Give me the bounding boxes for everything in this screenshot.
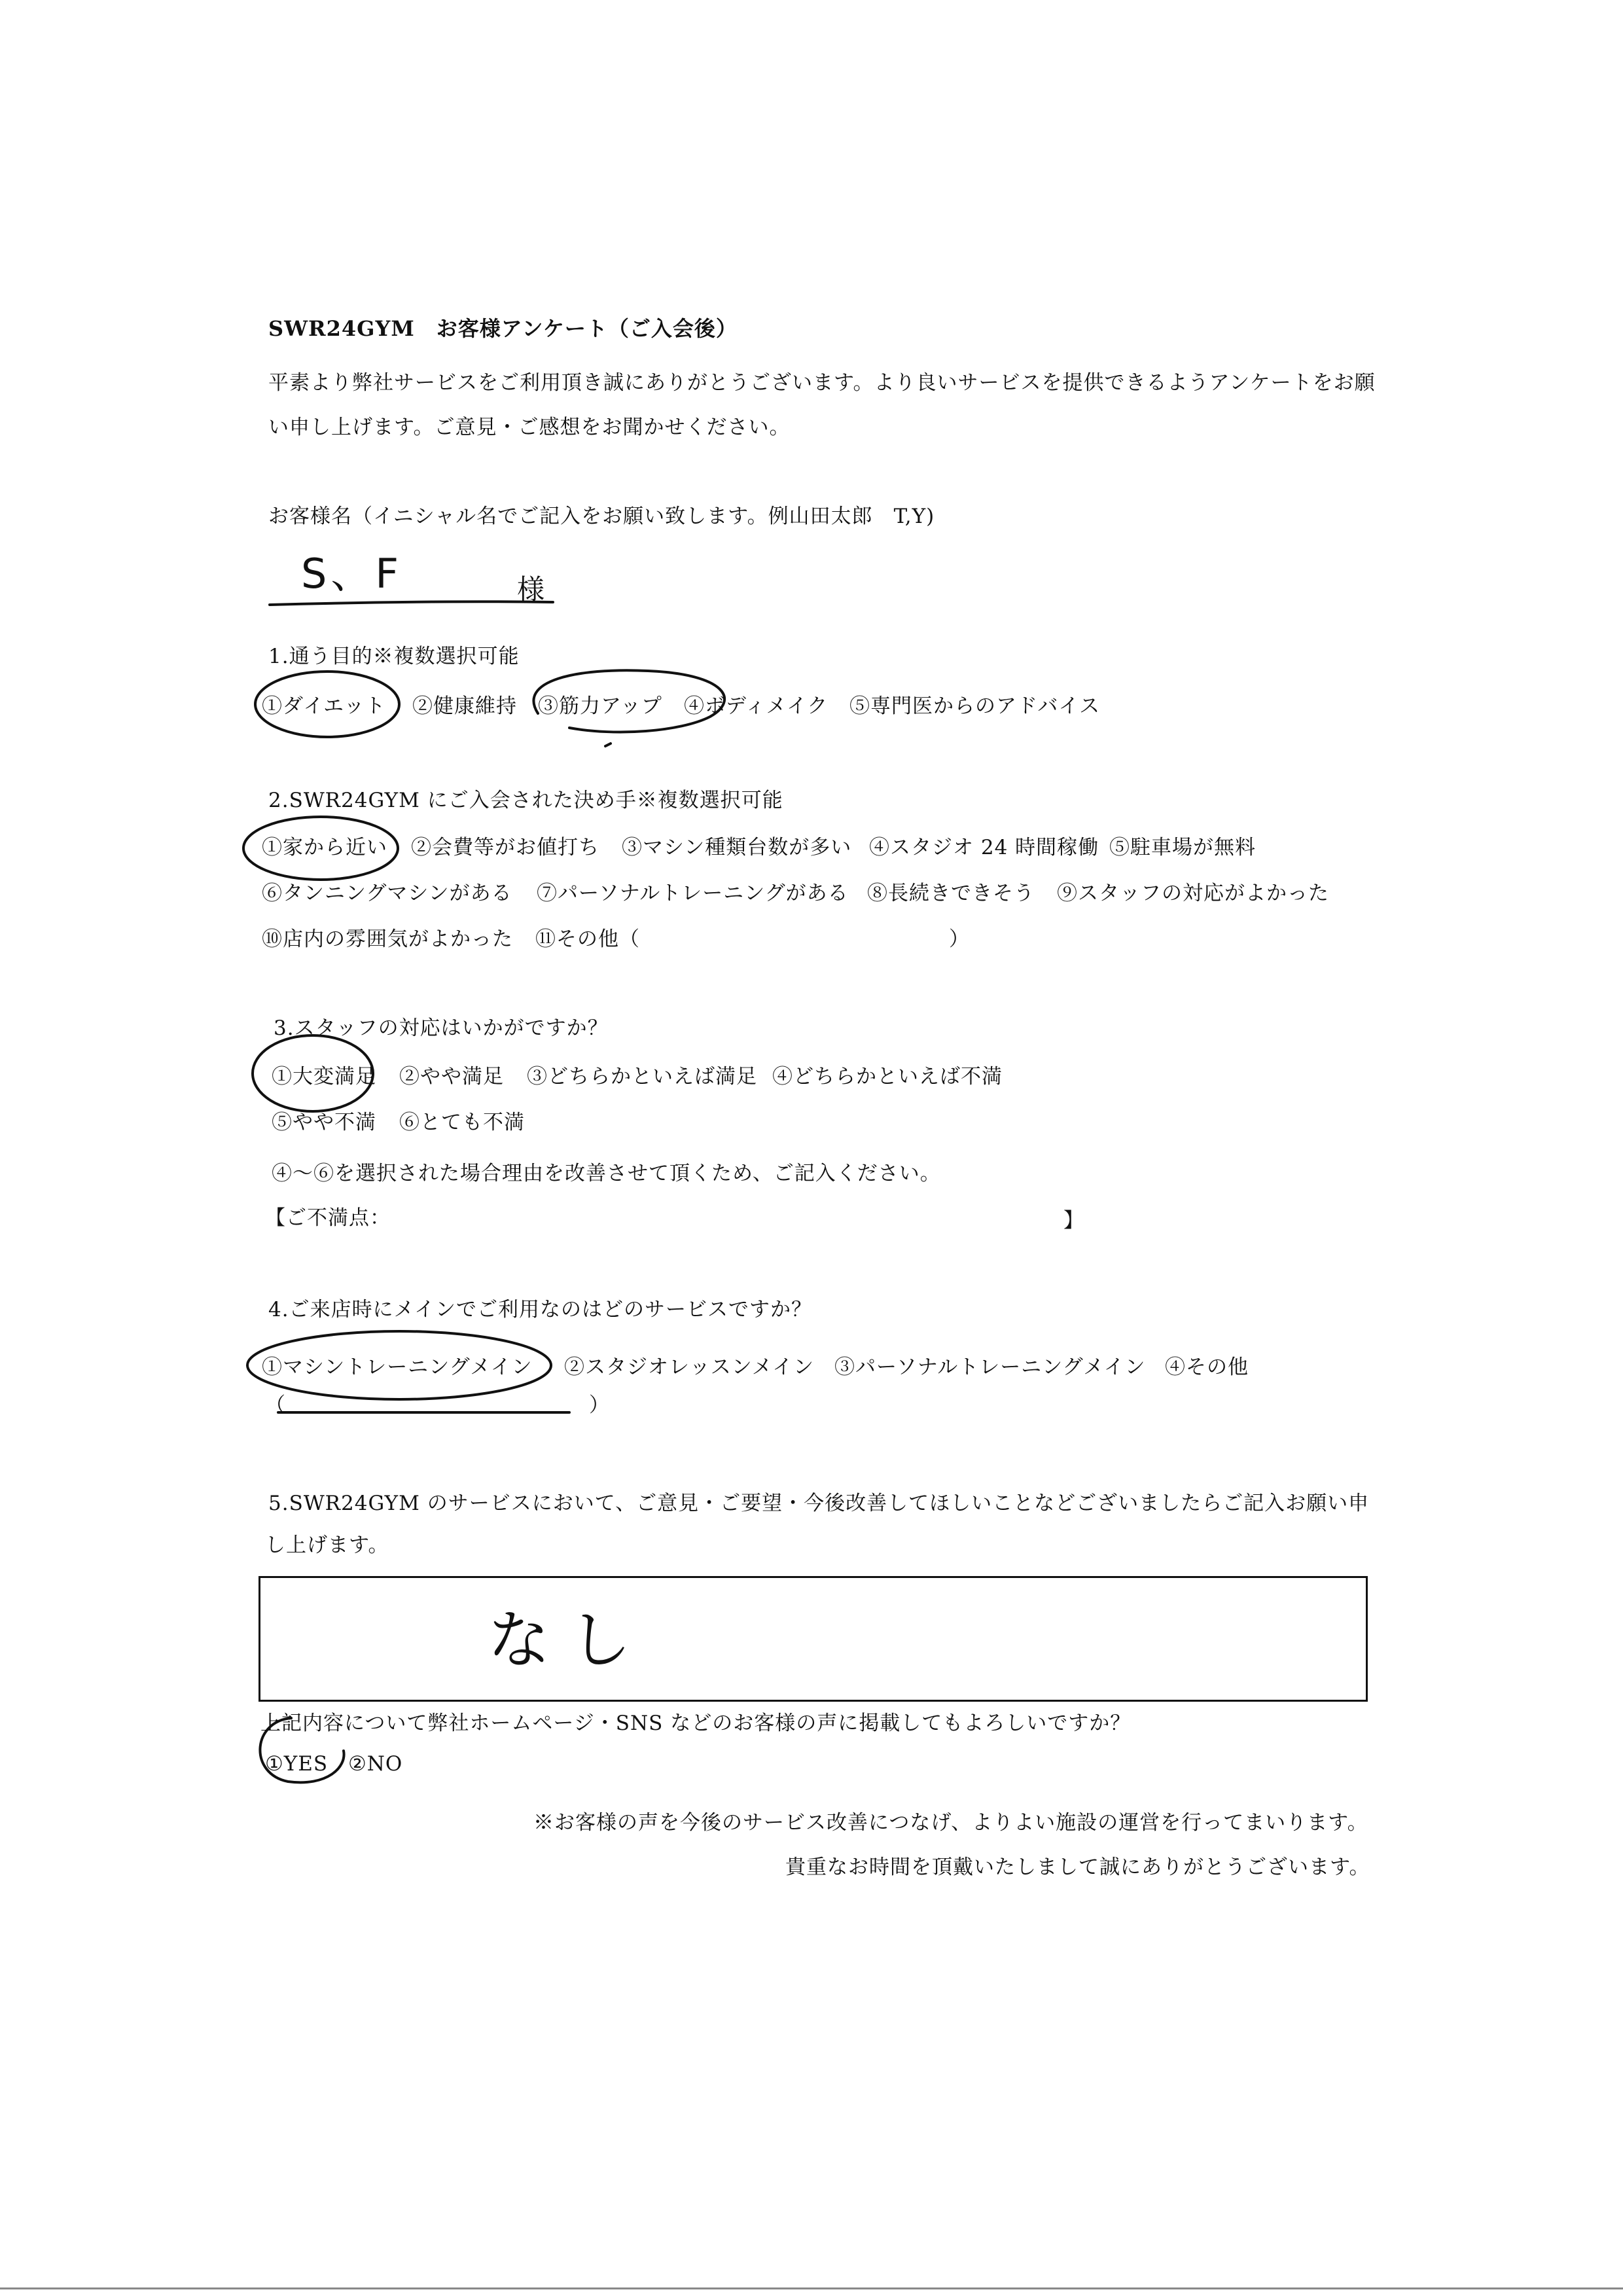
- name-handwritten: S、F: [301, 550, 403, 598]
- survey-title: SWR24GYM お客様アンケート（ご入会後）: [268, 316, 738, 341]
- q3-dissatisfaction-label: 【ご不満点：: [265, 1206, 391, 1230]
- tick-mark-q1: [605, 744, 611, 746]
- footer-line-2: 貴重なお時間を頂戴いたしまして誠にありがとうございます。: [785, 1856, 1370, 1879]
- q2-option-7[interactable]: ⑦パーソナルトレーニングがある: [537, 882, 849, 905]
- q5-question-line-2: し上げます。: [265, 1534, 389, 1557]
- intro-line-2: い申し上げます。ご意見・ご感想をお聞かせください。: [268, 416, 791, 439]
- q3-option-3[interactable]: ③どちらかといえば満足: [527, 1065, 757, 1088]
- q2-option-4[interactable]: ④スタジオ 24 時間稼働: [869, 836, 1099, 859]
- q1-option-2[interactable]: ②健康維持: [412, 694, 517, 718]
- name-label: お客様名（イニシャル名でご記入をお願い致します。例山田太郎 T,Y): [268, 505, 935, 528]
- q1-option-3[interactable]: ③筋力アップ: [538, 694, 662, 718]
- q1-option-5[interactable]: ⑤専門医からのアドバイス: [849, 694, 1101, 718]
- q1-option-1[interactable]: ①ダイエット: [262, 694, 386, 718]
- q2-option-11[interactable]: ⑪その他（: [535, 927, 640, 951]
- q1-question: 1.通う目的※複数選択可能: [268, 645, 520, 668]
- comment-box[interactable]: [259, 1576, 1368, 1702]
- q2-option-6[interactable]: ⑥タンニングマシンがある: [262, 882, 512, 905]
- name-suffix: 様: [517, 573, 546, 605]
- q2-option-1[interactable]: ①家から近い: [262, 836, 387, 859]
- q2-option-3[interactable]: ③マシン種類台数が多い: [622, 836, 852, 859]
- scan-edge-line: [0, 2287, 1623, 2289]
- q3-option-1[interactable]: ①大変満足: [272, 1065, 376, 1088]
- q2-option-5[interactable]: ⑤駐車場が無料: [1109, 836, 1256, 859]
- intro-line-1: 平素より弊社サービスをご利用頂き誠にありがとうございます。より良いサービスを提供できるようアンケートをお願: [268, 371, 1376, 395]
- q3-option-4[interactable]: ④どちらかといえば不満: [772, 1065, 1003, 1088]
- comment-handwritten: なし: [488, 1604, 650, 1677]
- q3-dissatisfaction-close: 】: [1063, 1209, 1084, 1232]
- q2-option-9[interactable]: ⑨スタッフの対応がよかった: [1057, 882, 1329, 905]
- q4-option-3[interactable]: ③パーソナルトレーニングメイン: [834, 1355, 1146, 1379]
- consent-yes[interactable]: ①YES: [265, 1752, 329, 1776]
- q2-option-2[interactable]: ②会費等がお値打ち: [411, 836, 599, 859]
- q3-note: ④～⑥を選択された場合理由を改善させて頂くため、ご記入ください。: [272, 1162, 941, 1185]
- q4-option-1[interactable]: ①マシントレーニングメイン: [262, 1355, 533, 1379]
- footer-line-1: ※お客様の声を今後のサービス改善につなげ、よりよい施設の運営を行ってまいります。: [533, 1811, 1368, 1835]
- q2-other-close: ）: [949, 927, 970, 951]
- q3-option-5[interactable]: ⑤やや不満: [272, 1111, 376, 1134]
- q3-question: 3.スタッフの対応はいかがですか？: [274, 1016, 609, 1040]
- consent-question: 上記内容について弊社ホームページ・SNS などのお客様の声に掲載してもよろしいですか？: [260, 1712, 1132, 1735]
- q3-option-2[interactable]: ②やや満足: [399, 1065, 504, 1088]
- q4-option-2[interactable]: ②スタジオレッスンメイン: [564, 1355, 815, 1379]
- q5-question-line-1: 5.SWR24GYM のサービスにおいて、ご意見・ご要望・今後改善してほしいことなどございましたらご記入お願い申: [268, 1492, 1370, 1515]
- q4-option-4[interactable]: ④その他: [1165, 1355, 1249, 1379]
- q3-option-6[interactable]: ⑥とても不満: [399, 1111, 525, 1134]
- q2-question: 2.SWR24GYM にご入会された決め手※複数選択可能: [268, 789, 783, 812]
- q4-paren-open: （: [265, 1393, 286, 1417]
- q1-option-4[interactable]: ④ボディメイク: [684, 694, 829, 718]
- name-underline: [270, 601, 553, 605]
- q2-option-8[interactable]: ⑧長続きできそう: [867, 882, 1035, 905]
- q4-question: 4.ご来店時にメインでご利用なのはどのサービスですか？: [268, 1298, 812, 1321]
- q4-paren-close: ）: [589, 1393, 610, 1417]
- consent-no[interactable]: ②NO: [348, 1752, 403, 1776]
- q2-option-10[interactable]: ⑩店内の雰囲気がよかった: [262, 927, 513, 951]
